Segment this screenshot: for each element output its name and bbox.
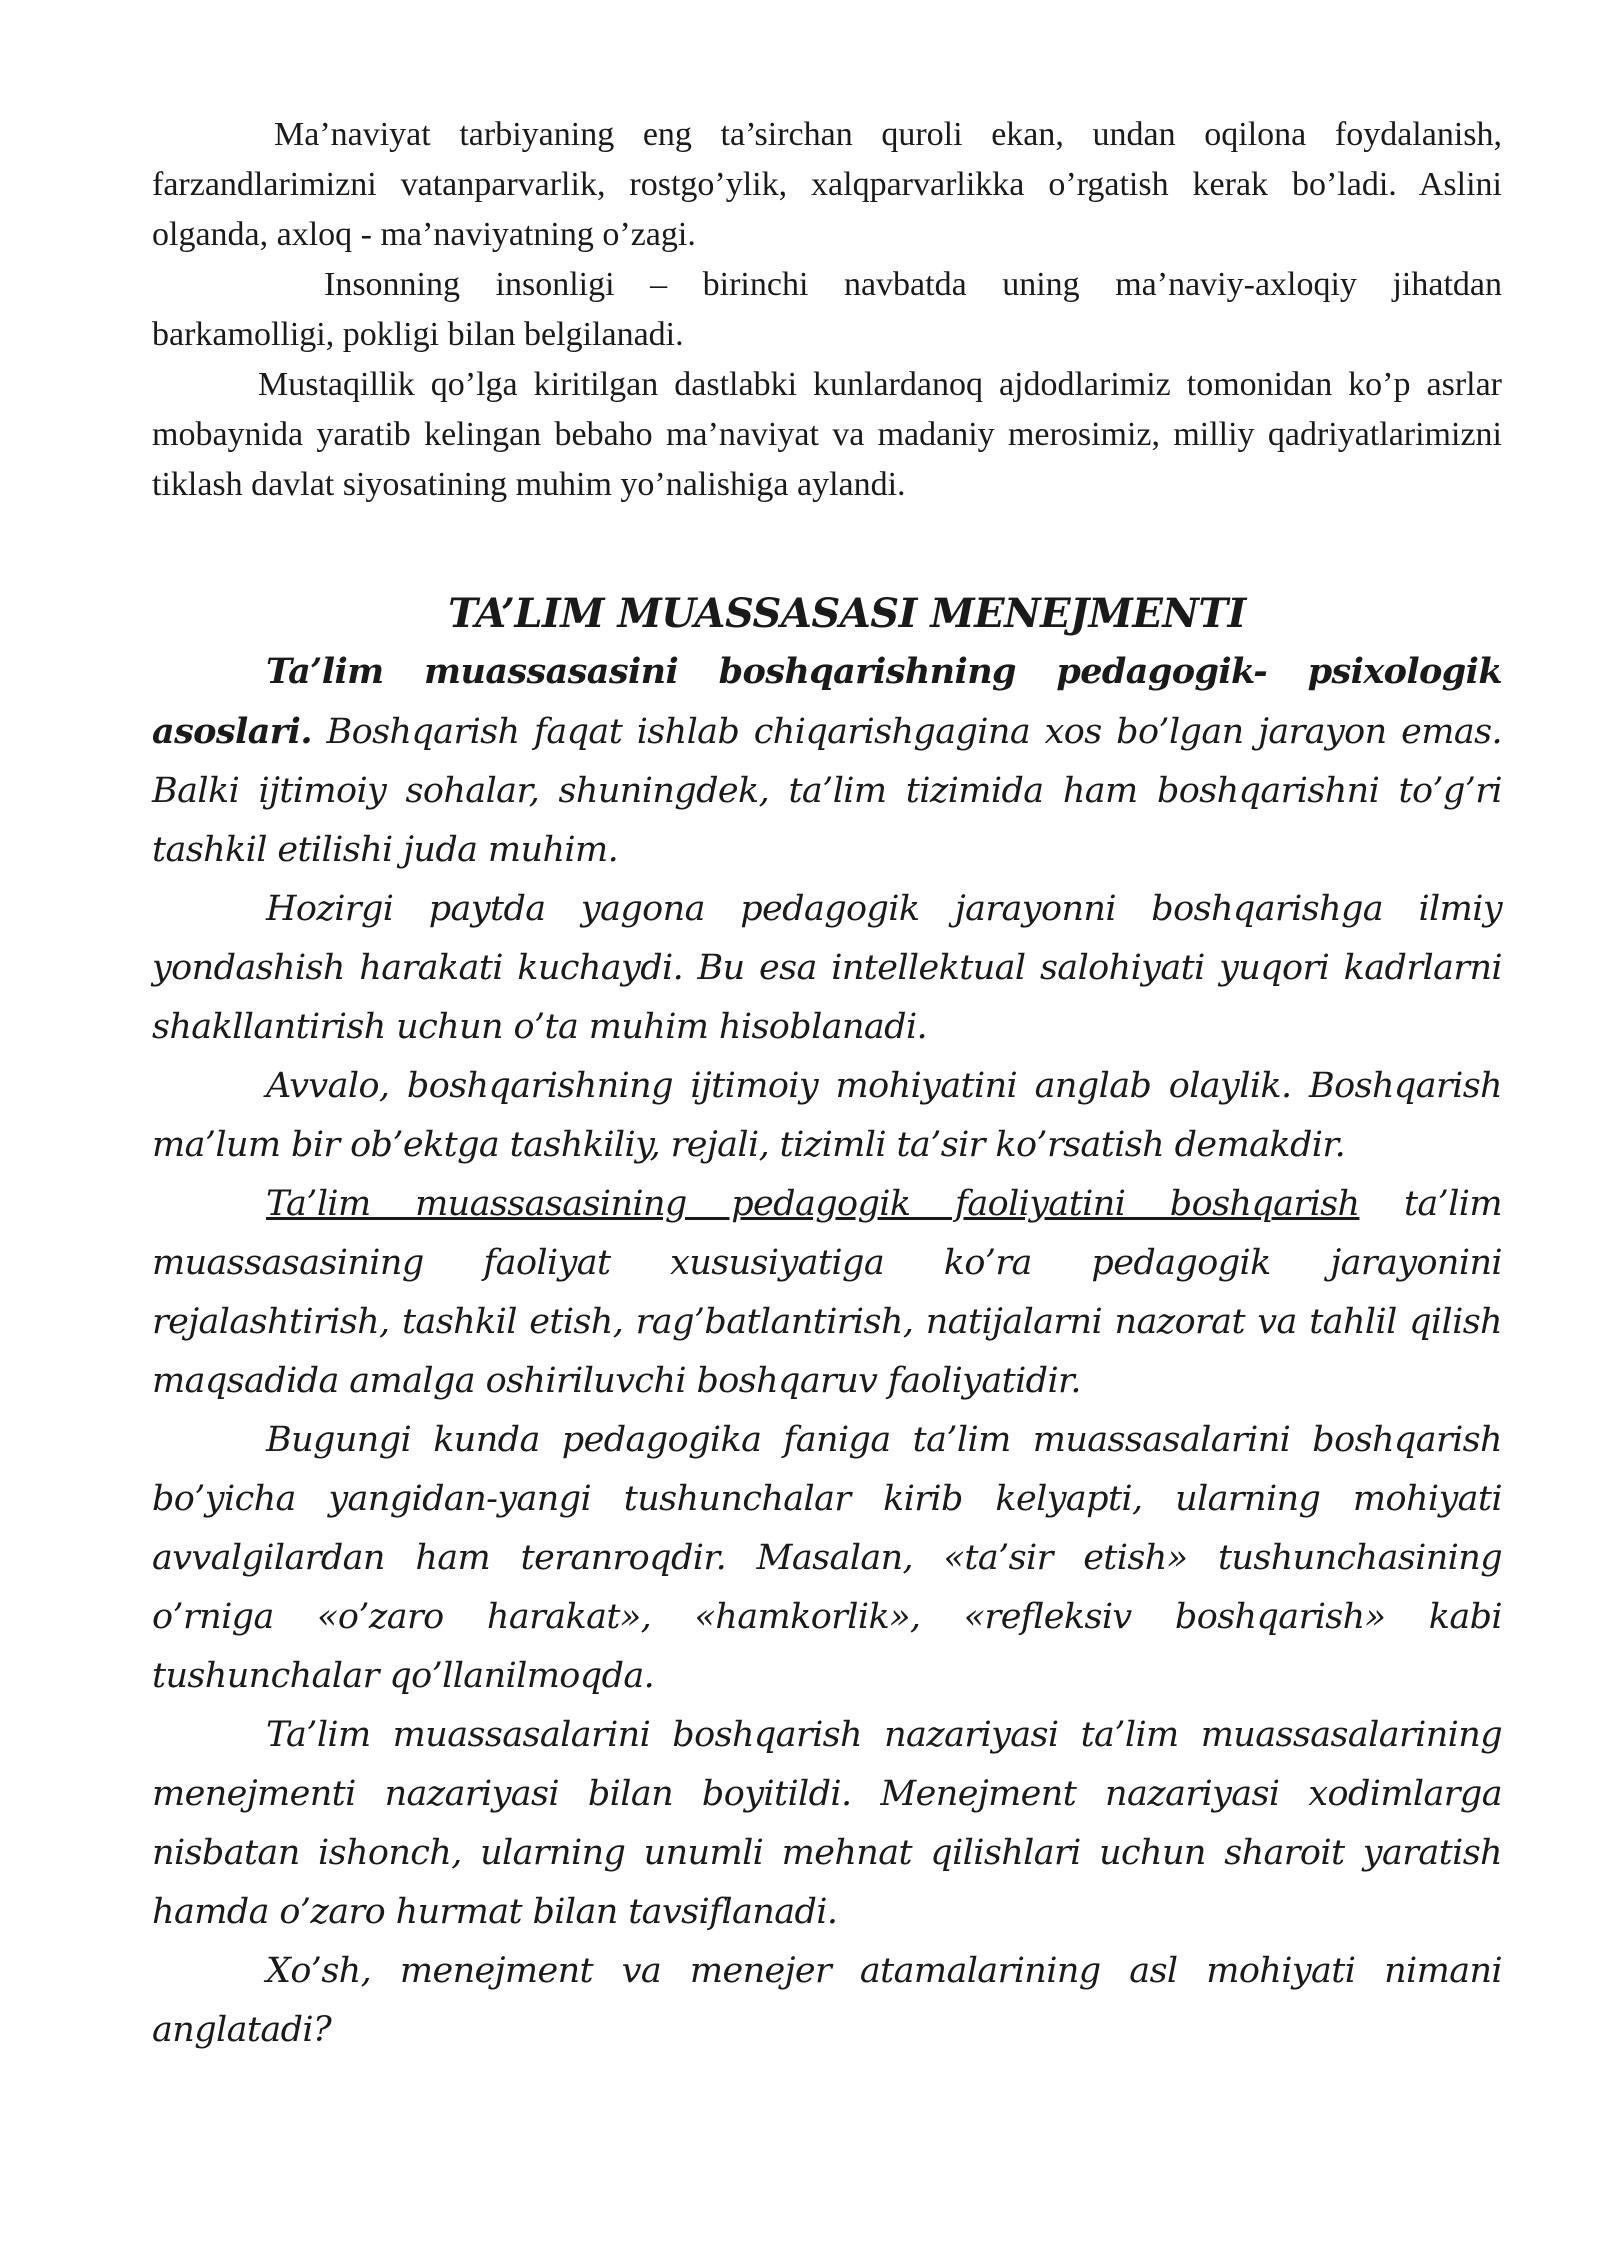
section-paragraph-7: Xo’sh, menejment va menejer atamalarining asl mohiyati nimani anglatadi? bbox=[152, 1951, 1502, 2050]
intro-paragraph-3: Mustaqillik qo’lga kiritilgan dastlabki kunlardanoq ajdodlarimiz tomonidan ko’p asrlar mobaynida yaratib kelingan bebaho ma’naviyat va madaniy merosimiz, milliy qadriyatlarimizni tiklash davlat siyosatining muhim yo’nalishiga aylandi. bbox=[152, 366, 1502, 503]
paragraph-lead-heading: Ta’lim muassasasini boshqarishning pedagogik- psixologik asoslari. bbox=[152, 651, 1502, 752]
underlined-term: Ta’lim muassasasining pedagogik faoliyatini boshqarish bbox=[266, 1184, 1360, 1224]
intro-paragraph-1: Ma’naviyat tarbiyaning eng ta’sirchan quroli ekan, undan oqilona foydalanish, farzandlarimizni vatanparvarlik, rostgo’ylik, xalqparvarlikka o’rgatish kerak bo’ladi. Aslini olganda, axloq - ma’naviyatning o’zagi. bbox=[152, 116, 1502, 253]
intro-paragraph-2: Insonning insonligi – birinchi navbatda uning ma’naviy-axloqiy jihatdan barkamolligi, pokligi bilan belgilanadi. bbox=[152, 266, 1502, 353]
management-section bbox=[152, 642, 1502, 2060]
section-paragraph-3: Avvalo, boshqarishning ijtimoiy mohiyatini anglab olaylik. Boshqarish ma’lum bir ob’ektga tashkiliy, rejali, tizimli ta’sir ko’rsatish demakdir. bbox=[152, 1066, 1502, 1165]
section-paragraph-2: Hozirgi paytda yagona pedagogik jarayonni boshqarishga ilmiy yondashish harakati kuchaydi. Bu esa intellektual salohiyati yuqori kadrlarni shakllantirish uchun o’ta muhim hisoblanadi. bbox=[152, 889, 1502, 1047]
section-paragraph-4 bbox=[152, 1175, 1502, 1411]
paragraph-1-text: Boshqarish faqat ishlab chiqarishgagina xos bo’lgan jarayon emas. Balki ijtimoiy sohalar, shuningdek, ta’lim tizimida ham boshqarishni to’g’ri tashkil etilishi juda muhim. bbox=[152, 712, 1502, 870]
section-title: TA’LIM MUASSASASI MENEJMENTI bbox=[448, 590, 1246, 637]
paragraph-4-text: ta’lim muassasasining faoliyat xususiyatiga ko’ra pedagogik jarayonini rejalashtirish, tashkil etish, rag’batlantirish, natijalarni nazorat va tahlil qilish maqsadida amalga oshiriluvchi boshqaruv faoliyatidir. bbox=[152, 1184, 1502, 1401]
section-paragraph-5: Bugungi kunda pedagogika faniga ta’lim muassasalarini boshqarish bo’yicha yangidan-yangi tushunchalar kirib kelyapti, ularning mohiyati avvalgilardan ham teranroqdir. Masalan, «ta’sir etish» tushunchasining o’rniga «o’zaro harakat», «hamkorlik», «refleksiv boshqarish» kabi tushunchalar qo’llanilmoqda. bbox=[152, 1420, 1502, 1696]
document-page bbox=[152, 110, 1502, 2060]
section-paragraph-1 bbox=[152, 642, 1502, 880]
intro-section bbox=[152, 110, 1502, 510]
section-paragraph-6: Ta’lim muassasalarini boshqarish nazariyasi ta’lim muassasalarining menejmenti nazariyasi bilan boyitildi. Menejment nazariyasi xodimlarga nisbatan ishonch, ularning unumli mehnat qilishlari uchun sharoit yaratish hamda o’zaro hurmat bilan tavsiflanadi. bbox=[152, 1715, 1502, 1932]
